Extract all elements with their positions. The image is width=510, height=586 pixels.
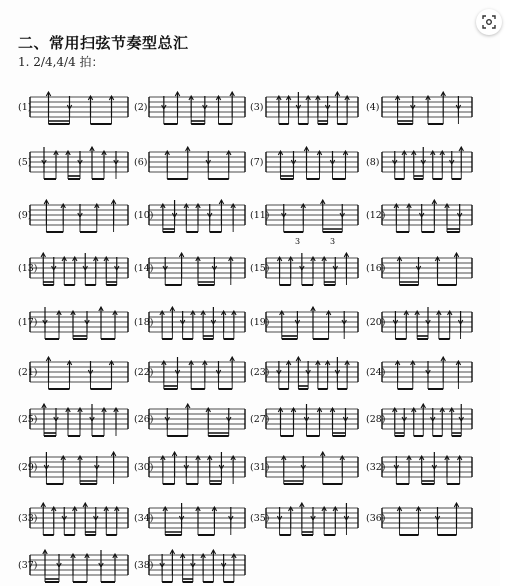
rhythm-staff — [382, 505, 472, 539]
pattern-label: (10) — [134, 210, 154, 221]
rhythm-staff — [266, 149, 358, 183]
pattern-label: (12) — [366, 210, 386, 221]
rhythm-staff — [30, 505, 128, 539]
pattern-label: (6) — [134, 157, 148, 168]
rhythm-staff — [30, 454, 128, 488]
rhythm-staff — [382, 255, 472, 289]
pattern-label: (35) — [250, 513, 270, 524]
rhythm-staff — [382, 94, 472, 128]
pattern-label: (29) — [18, 462, 38, 473]
rhythm-staff — [30, 202, 128, 236]
pattern-label: (21) — [18, 367, 38, 378]
rhythm-staff — [266, 309, 358, 343]
rhythm-staff — [30, 359, 128, 393]
pattern-label: (31) — [250, 462, 270, 473]
rhythm-staff — [266, 359, 358, 393]
rhythm-staff — [266, 406, 358, 440]
rhythm-staff — [382, 202, 472, 236]
rhythm-staff — [30, 406, 128, 440]
rhythm-staff — [30, 309, 128, 343]
pattern-label: (8) — [366, 157, 380, 168]
pattern-label: (7) — [250, 157, 264, 168]
rhythm-staff — [266, 94, 358, 128]
pattern-label: (25) — [18, 414, 38, 425]
rhythm-staff — [30, 255, 128, 289]
rhythm-staff — [149, 94, 245, 128]
rhythm-staff — [149, 359, 245, 393]
pattern-label: (33) — [18, 513, 38, 524]
pattern-label: (30) — [134, 462, 154, 473]
pattern-label: (24) — [366, 367, 386, 378]
rhythm-staff — [30, 552, 128, 586]
rhythm-staff — [149, 149, 245, 183]
rhythm-staff — [149, 552, 245, 586]
rhythm-staff — [382, 406, 472, 440]
rhythm-staff — [30, 149, 128, 183]
rhythm-staff — [266, 454, 358, 488]
pattern-label: (38) — [134, 560, 154, 571]
pattern-label: (22) — [134, 367, 154, 378]
pattern-label: (15) — [250, 263, 270, 274]
pattern-label: (9) — [18, 210, 32, 221]
pattern-label: (1) — [18, 102, 32, 113]
pattern-label: (4) — [366, 102, 380, 113]
rhythm-staff — [149, 202, 245, 236]
pattern-label: (36) — [366, 513, 386, 524]
rhythm-staff — [266, 255, 358, 289]
lens-scan-button[interactable] — [476, 9, 502, 35]
pattern-label: (13) — [18, 263, 38, 274]
pattern-label: (18) — [134, 317, 154, 328]
rhythm-staff — [149, 309, 245, 343]
triplet-mark: 3 — [295, 237, 301, 246]
rhythm-staff — [266, 202, 358, 236]
rhythm-staff — [382, 149, 472, 183]
lens-scan-icon — [481, 14, 497, 30]
pattern-label: (37) — [18, 560, 38, 571]
pattern-label: (11) — [250, 210, 270, 221]
pattern-label: (28) — [366, 414, 386, 425]
rhythm-staff — [149, 505, 245, 539]
pattern-label: (19) — [250, 317, 270, 328]
triplet-mark: 3 — [330, 237, 336, 246]
rhythm-staff — [149, 454, 245, 488]
section-subtitle: 1. 2/4,4/4 拍： — [18, 55, 104, 69]
pattern-label: (3) — [250, 102, 264, 113]
pattern-label: (16) — [366, 263, 386, 274]
pattern-label: (32) — [366, 462, 386, 473]
pattern-label: (20) — [366, 317, 386, 328]
pattern-label: (34) — [134, 513, 154, 524]
pattern-label: (27) — [250, 414, 270, 425]
pattern-label: (14) — [134, 263, 154, 274]
pattern-label: (17) — [18, 317, 38, 328]
rhythm-staff — [382, 359, 472, 393]
rhythm-staff — [382, 454, 472, 488]
pattern-label: (2) — [134, 102, 148, 113]
rhythm-staff — [149, 406, 245, 440]
rhythm-staff — [266, 505, 358, 539]
page-title: 二、常用扫弦节奏型总汇 — [18, 34, 189, 52]
pattern-label: (26) — [134, 414, 154, 425]
pattern-label: (23) — [250, 367, 270, 378]
rhythm-staff — [382, 309, 472, 343]
pattern-label: (5) — [18, 157, 32, 168]
rhythm-staff — [30, 94, 128, 128]
rhythm-staff — [149, 255, 245, 289]
